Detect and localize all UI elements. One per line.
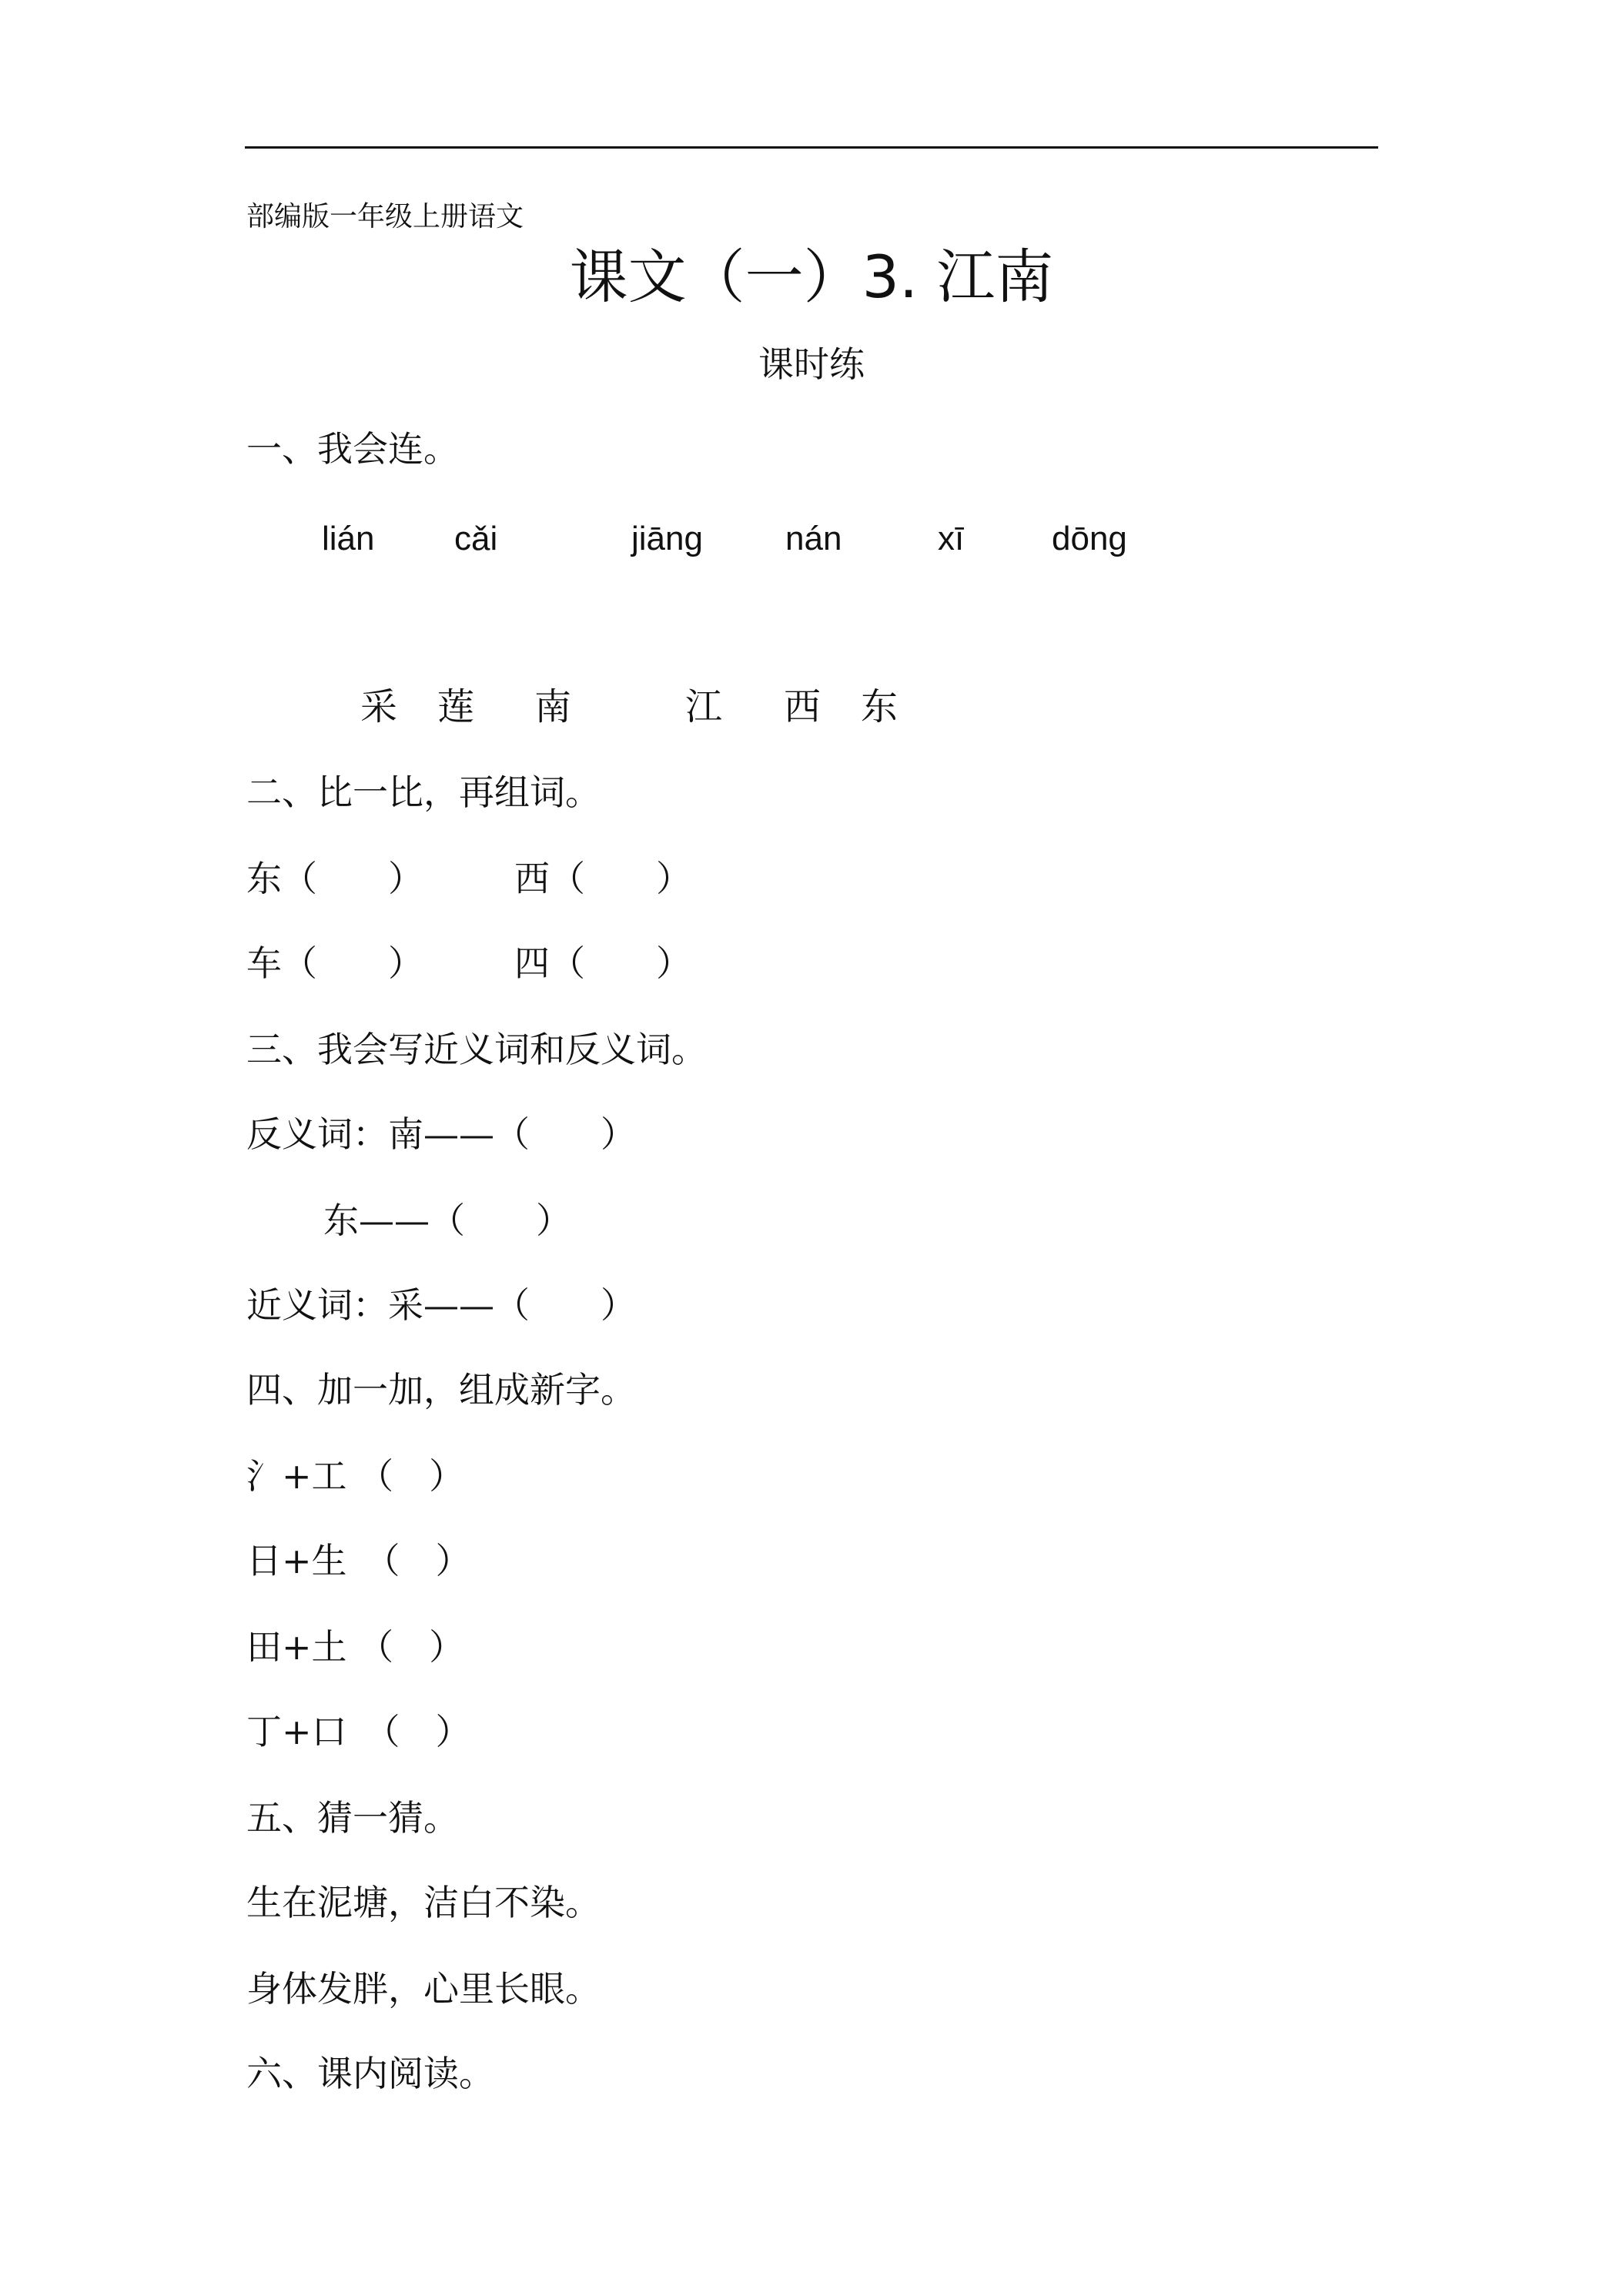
q4-item-4: 丁+口 （ ） [246, 1711, 471, 1752]
character-2: 莲 [437, 685, 475, 728]
pinyin-5: xī [938, 520, 965, 557]
pinyin-3: jiāng [631, 520, 703, 557]
q4-heading: 四、加一加，组成新字。 [246, 1369, 636, 1411]
riddle-line-1: 生在泥塘，洁白不染。 [246, 1882, 601, 1923]
q3-antonym-1: 反义词：南——（ ） [246, 1113, 636, 1155]
q6-heading: 六、课内阅读。 [246, 2053, 494, 2094]
q2-heading: 二、比一比，再组词。 [246, 771, 601, 813]
q4-item-1: 氵+工 （ ） [246, 1455, 465, 1497]
q3-antonym-2: 东——（ ） [323, 1200, 571, 1241]
q2-item-4: 四（ ） [514, 942, 691, 984]
q2-item-2: 西（ ） [514, 858, 691, 899]
q1-heading: 一、我会连。 [246, 428, 459, 470]
header-rule [245, 146, 1378, 149]
character-3: 南 [534, 685, 572, 728]
q3-heading: 三、我会写近义词和反义词。 [246, 1029, 707, 1070]
q4-item-3: 田+土 （ ） [246, 1626, 465, 1668]
character-4: 江 [685, 685, 723, 728]
pinyin-4: nán [785, 520, 842, 557]
textbook-label: 部编版一年级上册语文 [246, 201, 524, 233]
q4-item-2: 日+生 （ ） [246, 1540, 471, 1581]
page-subtitle: 课时练 [758, 343, 865, 385]
q5-heading: 五、猜一猜。 [246, 1797, 459, 1839]
character-5: 西 [784, 685, 822, 728]
pinyin-1: lián [322, 520, 375, 557]
riddle-line-2: 身体发胖，心里长眼。 [246, 1968, 601, 2010]
character-1: 采 [360, 685, 398, 728]
q3-synonym-1: 近义词：采——（ ） [246, 1284, 636, 1326]
q2-item-1: 东（ ） [246, 858, 423, 899]
pinyin-6: dōng [1052, 520, 1127, 557]
character-6: 东 [861, 685, 899, 728]
q2-item-3: 车（ ） [246, 942, 423, 984]
pinyin-2: cǎi [454, 520, 498, 557]
page-title: 课文（一）3. 江南 [569, 243, 1054, 311]
